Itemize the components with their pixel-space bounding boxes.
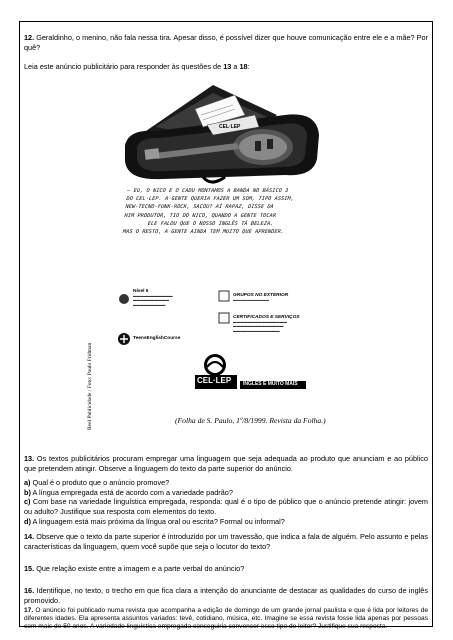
question-text: Geraldinho, o menino, não fala nessa tira. Apesar disso, é possível dizer que houve comunicação entre ele e a mãe? Por quê? [24, 33, 428, 52]
item-letter: b) [24, 487, 31, 497]
ad-source-caption: (Folha de S. Paulo, 1º/8/1999. Revista da Folha.) [175, 416, 326, 425]
item-letter: c) [24, 497, 31, 507]
question-number: 13. [24, 454, 35, 463]
instruction-text: Leia este anúncio publicitário para responder às questões de [24, 62, 224, 71]
ad-text-line: DO CEL·LEP. A GENTE QUERIA FAZER UM SOM, TIPO ASSIM, [125, 196, 295, 203]
ad-credit [87, 285, 99, 435]
question-range-end: 18 [239, 62, 248, 71]
question-14 [24, 532, 428, 551]
brand-logo-text: CEL·LEP [197, 376, 232, 385]
question-13 [24, 454, 428, 526]
question-17 [24, 607, 428, 632]
ad-text-line: NEW-TECNO-FUNK-ROCK, SACOU? AÍ RAPAZ, DISSE DA [125, 204, 275, 211]
certificados-label: CERTIFICADOS E SERVIÇOS [233, 315, 300, 320]
item-letter: d) [24, 516, 31, 526]
question-number: 16. [24, 586, 35, 595]
question-number: 17. [24, 607, 34, 614]
item-text: Qual é o produto que o anúncio promove? [30, 478, 170, 488]
instruction [24, 62, 428, 72]
ad-text-line: HIM PRODUTOR, TIO DO NICO, QUANDO A GENTE TOCAR [124, 212, 277, 219]
item-text: A língua empregada está de acordo com a variedade padrão? [30, 487, 233, 497]
question-number: 14. [24, 532, 35, 541]
ad-headline-text [122, 187, 359, 236]
brand-slogan: INGLÊS E MUITO MAIS [243, 381, 298, 387]
question-12 [24, 33, 428, 52]
ad-logo-certificados: CERTIFICADOS E SERVIÇOS ▬▬▬▬▬▬▬▬▬▬▬▬▬▬▬ ▬▬▬▬▬▬▬▬▬▬▬▬▬▬ ▬▬▬▬▬▬▬▬▬▬▬▬▬ [233, 315, 343, 333]
instruction-text: a [231, 62, 240, 71]
question-text: Identifique, no texto, o trecho em que fica clara a intenção do anunciante de destacar as qualidades do curso de inglês promovido. [24, 586, 429, 605]
ad-text-line: MAS O RESTO, A GENTE AINDA TEM MUITO QUE APRENDER. [122, 229, 285, 236]
question-range-start: 13 [223, 62, 232, 71]
item-text: A linguagem está mais próxima da língua oral ou escrita? Formal ou informal? [30, 516, 285, 526]
advertisement-image [85, 75, 370, 440]
svg-text:CEL·LEP: CEL·LEP [219, 124, 241, 130]
ad-text-line: ELE FALOU QUE O NOSSO INGLÊS TÁ BELEZA. [147, 220, 274, 227]
ad-credit-text: Reel Publicidade / Foto: Paulo Fridman [87, 342, 93, 430]
nivel-label: Nível 5 [133, 289, 149, 294]
question-15 [24, 564, 428, 574]
ad-logo-nivel: Nível 5 ▬▬▬▬▬▬▬▬▬▬▬ ▬▬▬▬▬▬▬▬▬▬ ▬▬▬▬▬▬▬▬▬ [133, 289, 185, 307]
ad-logo-teens: TeensEnglishCourse [133, 336, 181, 341]
question-text: Que relação existe entre a imagem e a parte verbal do anúncio? [36, 564, 245, 573]
item-text: Com base na variedade linguística empregada, responda: qual é o tipo de público que o anúncio pretende atingir: jovem ou adulto? Justifique sua resposta com elementos do texto. [24, 497, 428, 516]
item-letter: a) [24, 478, 31, 488]
grupos-label: GRUPOS NO EXTERIOR [233, 293, 289, 298]
question-16 [24, 586, 428, 605]
ad-logo-grupos: GRUPOS NO EXTERIOR ▬▬▬▬▬▬▬▬▬▬ [233, 293, 289, 302]
ad-text-line: — EU, O NICO E O CADU MONTAMOS A BANDA NO BÁSICO 3 [126, 188, 289, 194]
question-text: Observe que o texto da parte superior é introduzido por um travessão, que indica a fala de alguém. Pelo assunto e pelas características da linguagem, quem você supõe que seja o locutor do texto? [24, 532, 429, 551]
guitar-case-illustration [85, 75, 370, 440]
instruction-text: : [247, 62, 250, 71]
question-text: Os textos publicitários procuram empregar uma linguagem que seja adequada ao produto que anunciam e ao público que pretendem atingir. Observe a linguagem do texto da parte superior do anúncio. [24, 454, 428, 473]
question-number: 15. [24, 564, 35, 573]
question-number: 12. [24, 33, 35, 42]
question-text: O anúncio foi publicado numa revista que acompanha a edição de domingo de um grande jornal paulista e que é lida por leitores de diferentes idades. Ela apresenta assuntos variados: tevê, cotidiano, música, etc. Imagine se essa revista fosse lida apenas por pessoas com mais de 50 anos. A variedade linguística empregada conseguiria convencer esse tipo de leitor? Justifique sua resposta. [24, 607, 428, 631]
